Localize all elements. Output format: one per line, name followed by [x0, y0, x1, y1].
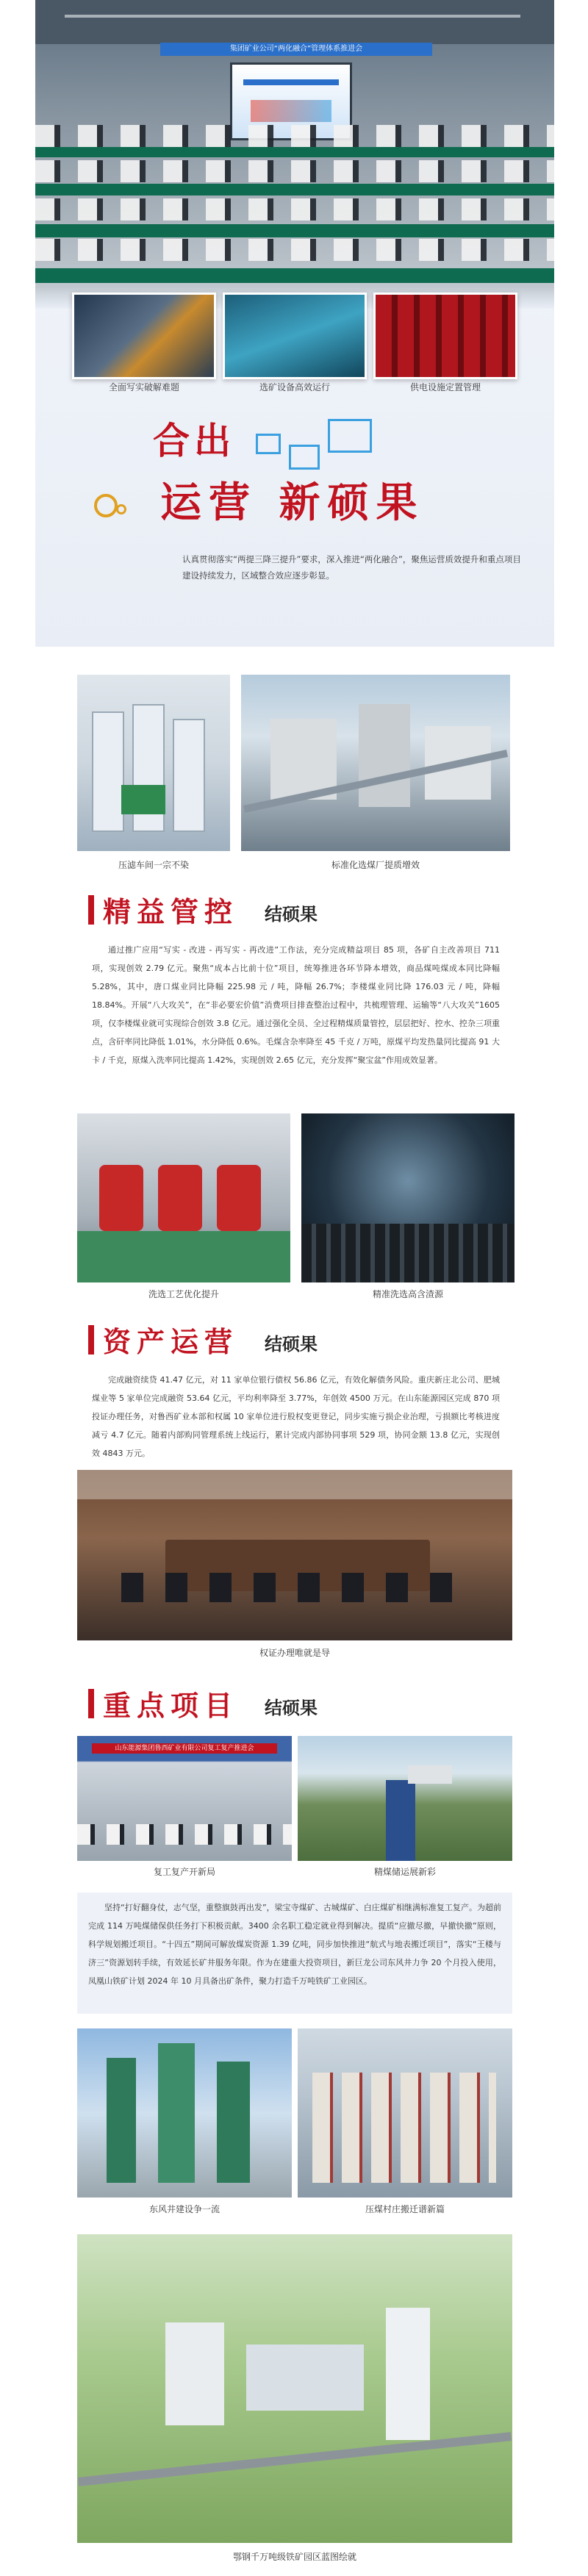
caption-dongfeng-shaft: 东风井建设争一流 — [148, 2204, 220, 2214]
thumbnail-3 — [373, 293, 517, 379]
decor-circle-2 — [116, 504, 126, 514]
caption-village-relocation: 压煤村庄搬迁谱新篇 — [365, 2204, 445, 2214]
section-key-paragraph: 坚持“打好翻身仗，志气坚，重整旗鼓再出发”，梁宝寺煤矿、古城煤矿、白庄煤矿相继满标准复工复产。为超前完成 114 万吨煤储保供任务打下积极贡献。3400 余名职工稳定就业得到解决。提质“应撤尽撤，早撤快撤”原则，科学规划搬迁项目。“十四五”期间可解放煤炭资源 1.39 亿吨，同步加快推进“航式与地表搬迁项目”，落实“王楼与济三”资源划转手续，有效延长矿井服务年限。作为在建重大投资项目，新巨龙公司东风井力争 20 个月投入使用，凤凰山铁矿计划 2024 年 10 月具备出矿条件，聚力打造千万吨铁矿工业园区。 — [88, 1903, 501, 1986]
caption-certificate-meeting: 权证办理唯就是导 — [259, 1648, 330, 1658]
photo-filter-press-workshop — [77, 675, 230, 851]
photo-resume-production — [77, 1736, 292, 1861]
section-title-key-main: 重点项目 — [103, 1689, 239, 1722]
hero-description: 认真贯彻落实“两提三降三提升”要求，深入推进“两化融合”，聚焦运营质效提升和重点项目建设持续发力，区域整合效应逐步彰显。 — [182, 554, 521, 581]
section-title-lean — [88, 889, 500, 933]
hero-title-line-2: 运营 新硕果 — [160, 478, 425, 527]
hero-title-line-1: 合出 — [153, 419, 235, 462]
photo-process-optimization — [77, 1113, 290, 1282]
decor-square-3 — [328, 419, 372, 453]
hero-title — [138, 412, 550, 529]
decor-square-2 — [289, 445, 320, 470]
thumbnail-2 — [223, 293, 367, 379]
meeting-banner-text: 集团矿业公司“两化融合”管理体系推进会 — [229, 45, 363, 53]
meeting-photo — [35, 0, 554, 309]
thumbnail-caption-2: 选矿设备高效运行 — [259, 382, 330, 392]
section-asset-paragraph: 完成融资续贷 41.47 亿元，对 11 家单位银行债权 56.86 亿元，有效化解债务风险。重庆新庄北公司、肥城煤业等 5 家单位完成融资 53.64 亿元，平均利率降至 3.77%，年创效 4500 万元。在山东能源园区完成 870 项投证办理任务，对鲁西矿业本部和权属 10 家单位进行股权变更登记，同步实施亏损企业治理，亏损额比考核进度减亏 4.7 亿元。随着内部购同管理系统上线运行，累计完成内部协同事项 529 项，协同金额 13.8 亿元，实现创效 4843 万元。 — [92, 1375, 500, 1458]
section-title-lean-suffix: 结硕果 — [265, 904, 318, 925]
photo-coal-storage — [298, 1736, 512, 1861]
section-title-key-suffix: 结硕果 — [265, 1698, 318, 1718]
section-title-key — [88, 1683, 500, 1727]
thumbnail-1 — [72, 293, 216, 379]
section-title-lean-main: 精益管控 — [103, 895, 239, 928]
section-lean-paragraph: 通过推广应用“写实 - 改进 - 再写实 - 再改进”工作法，充分完成精益项目 85 项，各矿自主改善项目 711 项，实现创效 2.79 亿元。聚焦“成本占比前十位”项目，统筹推进各环节降本增效，商品煤吨煤成本同比降幅 5.28%，其中，唐口煤业同比降幅 225.98 元 / 吨，降幅 26.7%；李楼煤业同比降 176.03 元 / 吨，降幅 18.84%。开展“八大攻关”，在“非必要宏价值”消费项目排查整治过程中，共梳理管理、运输等“八大攻关”1605 项，仅李楼煤业就可实现综合创效 3.8 亿元。通过强化全员、全过程精煤质量管控，层层把好、控水、控杂三项重点，含矸率同比降低 1.01%，水分降低 0.6%。毛煤含杂率降至 45 千克 / 万吨，原煤平均发热量同比提高 91 大卡 / 千克，原煤入洗率同比提高 1.42%，实现创效 2.65 亿元，充分发挥“聚宝盆”作用成效显著。 — [92, 945, 500, 1065]
decor-circle-1 — [94, 494, 118, 517]
photo-dongfeng-shaft — [77, 2028, 292, 2198]
caption-precise-washing: 精准洗选高含渣源 — [372, 1289, 443, 1299]
photo-certificate-meeting — [77, 1470, 512, 1640]
caption-coal-prep-plant: 标准化选煤厂提质增效 — [331, 860, 420, 870]
photo-precise-washing — [301, 1113, 514, 1282]
caption-coal-storage: 精煤储运展新彩 — [373, 1867, 436, 1877]
thumbnail-caption-3: 供电设施定置管理 — [409, 382, 481, 392]
photo-village-relocation — [298, 2028, 512, 2198]
hero-section — [35, 0, 554, 647]
meeting-banner — [160, 43, 432, 56]
decor-square-1 — [256, 434, 281, 454]
caption-process-optimization: 洗选工艺优化提升 — [148, 1289, 219, 1299]
photo-iron-mine-park-rendering — [77, 2234, 512, 2543]
section-title-asset-suffix: 结硕果 — [265, 1334, 318, 1355]
photo-coal-prep-plant — [241, 675, 510, 851]
caption-iron-mine-park: 鄂钢千万吨级铁矿园区蓝图绘就 — [232, 2552, 356, 2562]
caption-resume-production: 复工复产开新局 — [153, 1867, 215, 1877]
caption-filter-press: 压滤车间一宗不染 — [118, 860, 189, 870]
section-title-asset — [88, 1319, 500, 1363]
resume-meeting-banner: 山东能源集团鲁西矿业有限公司复工复产推进会 — [115, 1745, 254, 1752]
hero-thumbnails — [72, 293, 520, 390]
section-title-asset-main: 资产运营 — [103, 1325, 239, 1358]
thumbnail-caption-1: 全面写实破解难题 — [108, 382, 179, 392]
